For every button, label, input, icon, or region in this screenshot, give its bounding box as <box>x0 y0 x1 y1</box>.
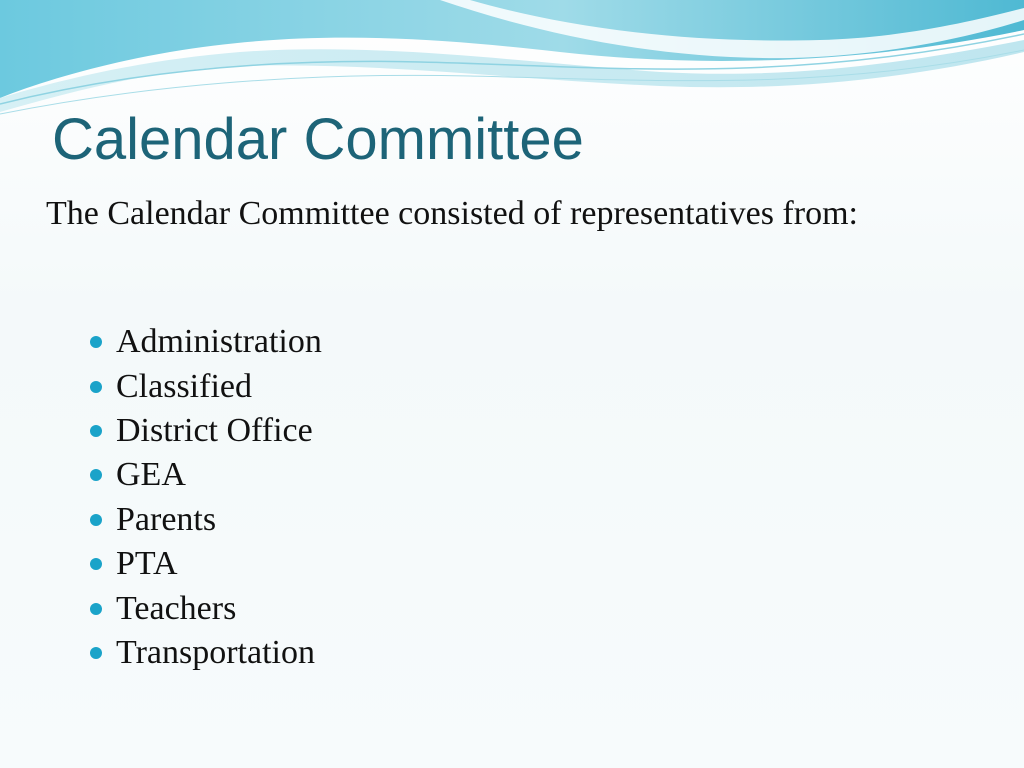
intro-text: The Calendar Committee consisted of representatives from: <box>46 195 858 232</box>
list-item-label: District Office <box>116 411 313 449</box>
list-item <box>90 320 322 364</box>
bullet-icon <box>90 425 102 437</box>
bullet-icon <box>90 647 102 659</box>
list-item <box>90 364 322 408</box>
list-item <box>90 631 322 675</box>
bullet-icon <box>90 558 102 570</box>
bullet-icon <box>90 381 102 393</box>
list-item-label: Parents <box>116 500 217 538</box>
list-item-label: Administration <box>116 323 322 361</box>
list-item-label: Classified <box>116 367 252 405</box>
bullet-icon <box>90 514 102 526</box>
list-item <box>90 409 322 453</box>
bullet-list <box>90 320 322 675</box>
bullet-icon <box>90 469 102 481</box>
list-item <box>90 586 322 630</box>
list-item <box>90 542 322 586</box>
list-item-label: Teachers <box>116 589 237 627</box>
bullet-icon <box>90 336 102 348</box>
list-item <box>90 453 322 497</box>
list-item-label: GEA <box>116 456 186 494</box>
list-item <box>90 498 322 542</box>
list-item-label: PTA <box>116 545 178 583</box>
slide-title: Calendar Committee <box>52 107 584 172</box>
list-item-label: Transportation <box>116 633 315 671</box>
bullet-icon <box>90 603 102 615</box>
